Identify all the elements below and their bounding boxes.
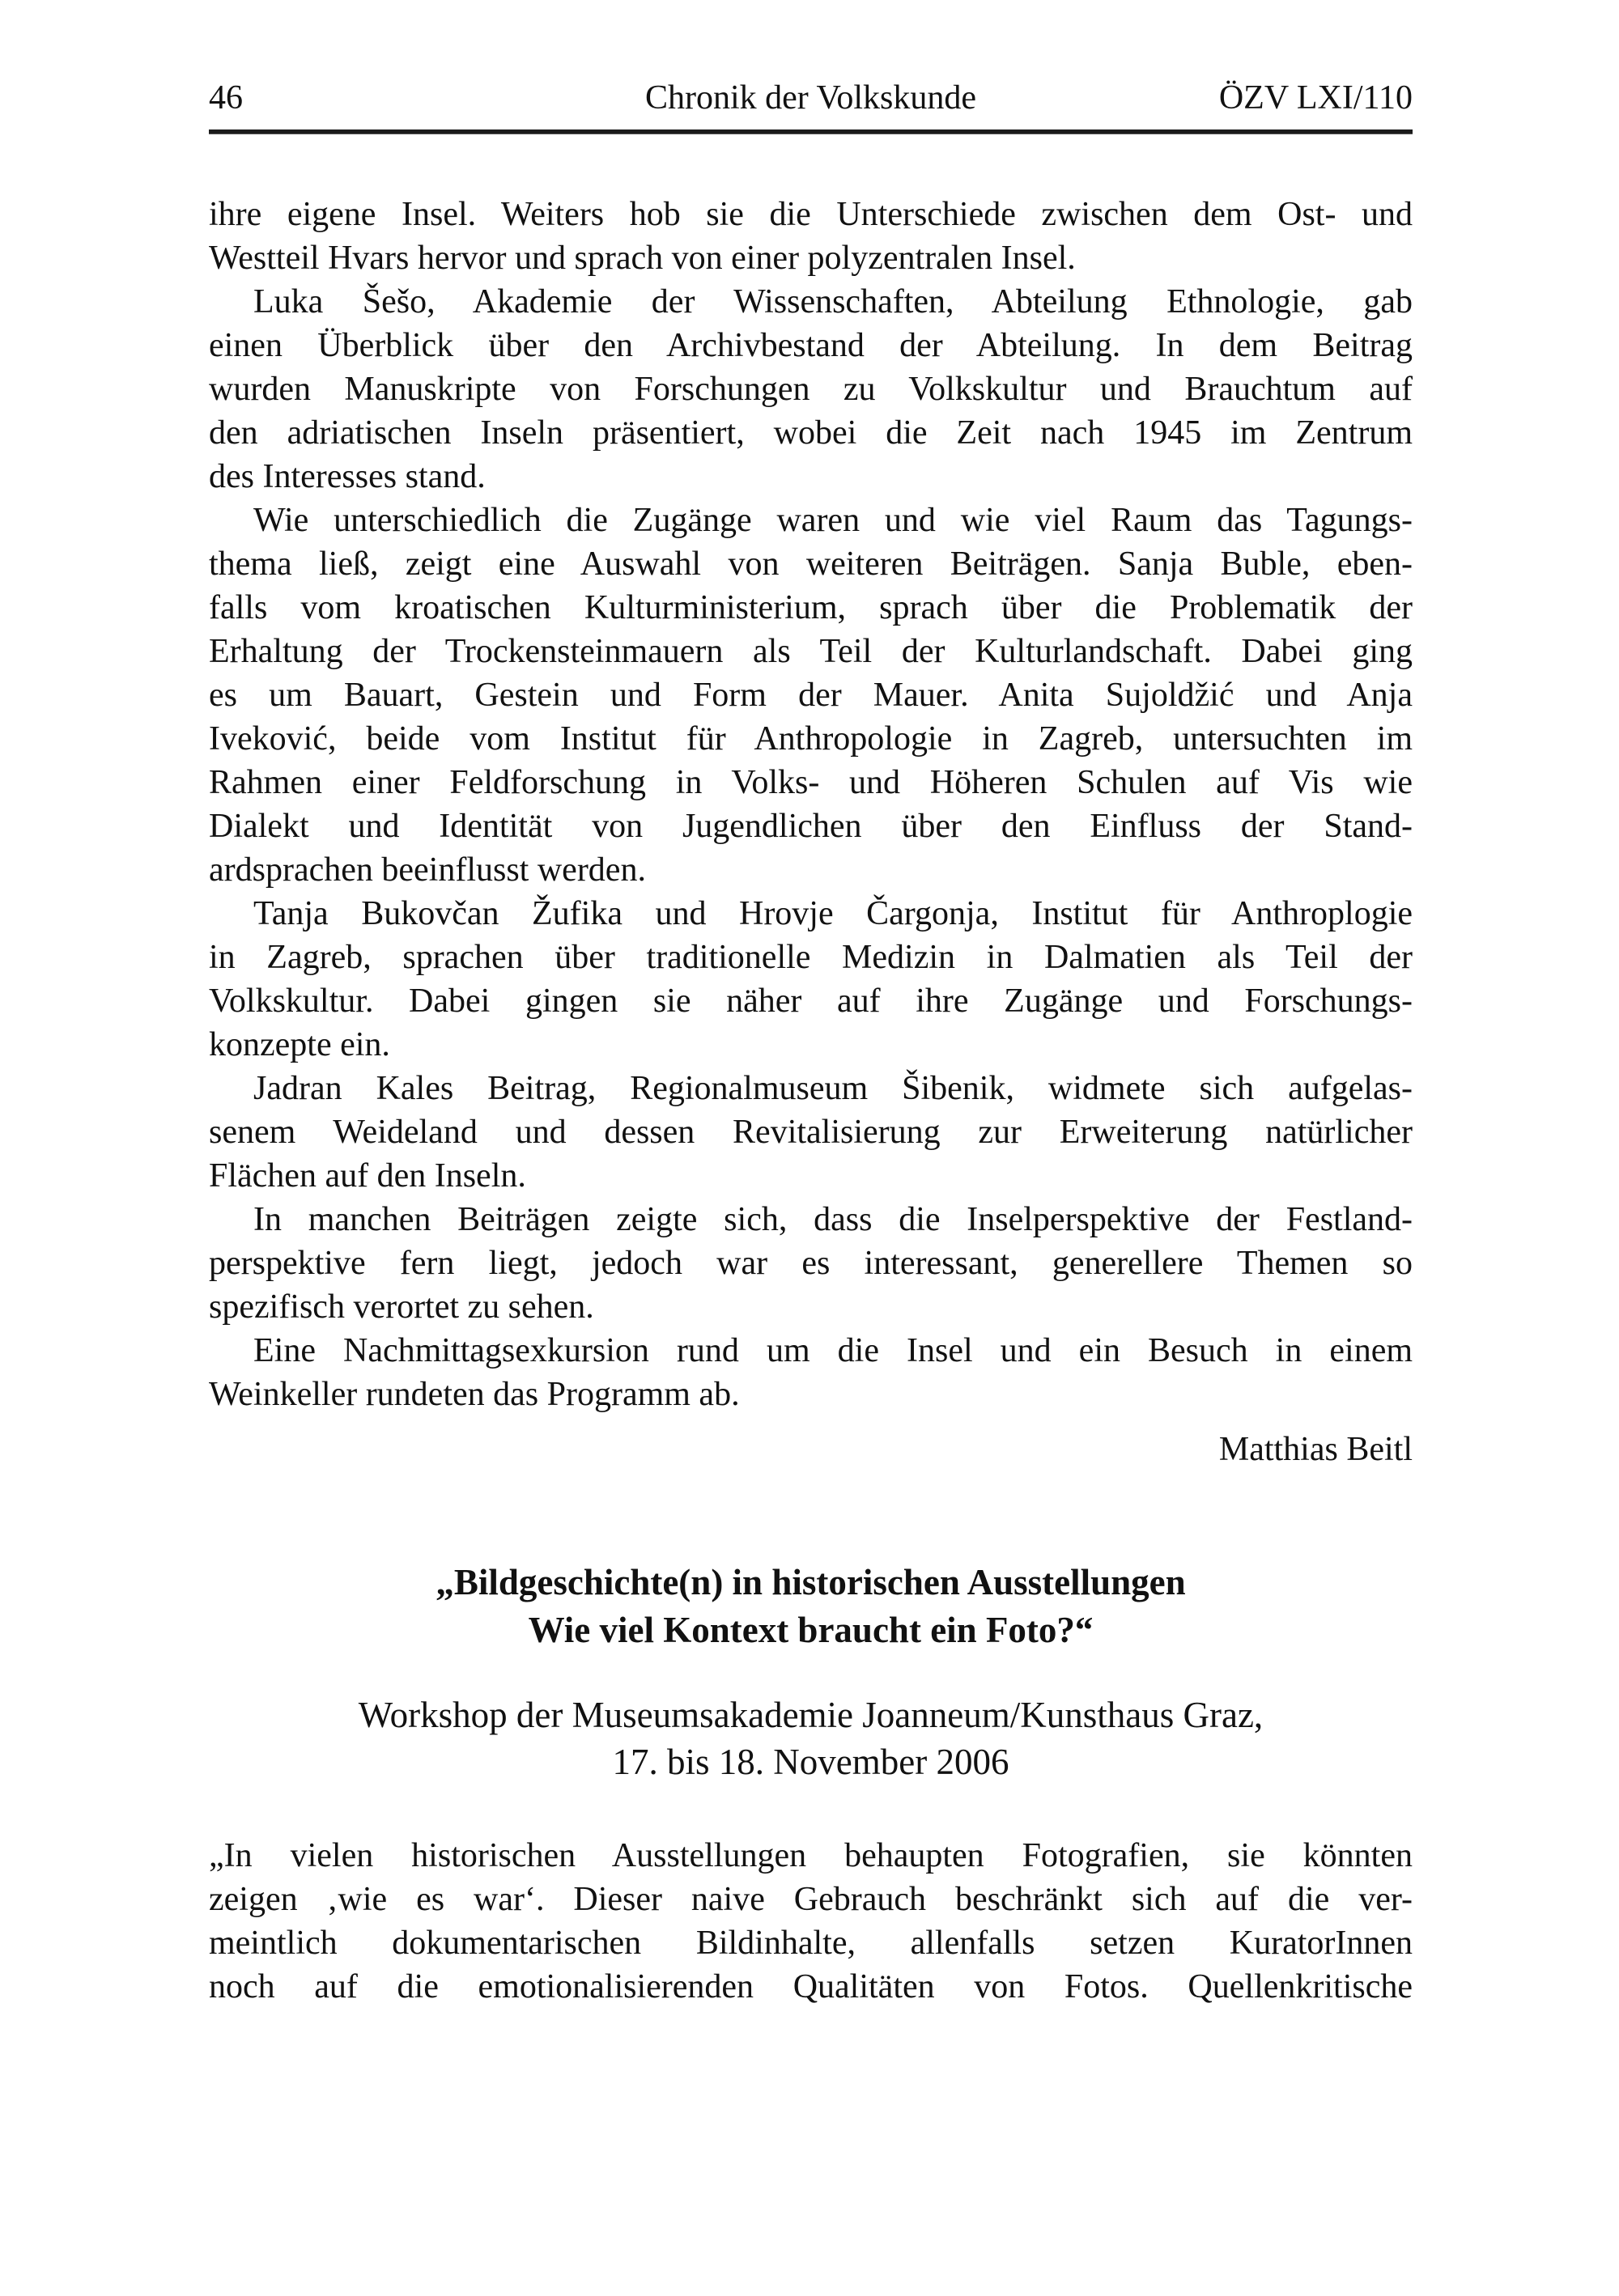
text-line: ardsprachen beeinflusst werden. <box>209 851 646 889</box>
text-line: ihre eigene Insel. Weiters hob sie die Unterschiede zwischen dem Ost- und <box>209 196 1413 233</box>
article2-title-line-2: Wie viel Kontext braucht ein Foto?“ <box>528 1610 1094 1650</box>
text-line: noch auf die emotionalisierenden Qualitäten von Fotos. Quellenkritische <box>209 1968 1413 2005</box>
page-number: 46 <box>209 79 243 117</box>
text-line: Dialekt und Identität von Jugendlichen über den Einfluss der Stand- <box>209 808 1413 845</box>
article2-body <box>209 1834 1413 2009</box>
article2-subtitle-line-1: Workshop der Museumsakademie Joanneum/Kunsthaus Graz, <box>358 1695 1264 1735</box>
text-line: Tanja Bukovčan Žufika und Hrovje Čargonja, Institut für Anthroplogie <box>253 895 1413 932</box>
paragraph <box>209 1067 1413 1198</box>
text-line: Iveković, beide vom Institut für Anthropologie in Zagreb, untersuchten im <box>209 720 1413 758</box>
running-title: Chronik der Volkskunde <box>644 79 977 117</box>
paragraph <box>209 1198 1413 1329</box>
text-line: thema ließ, zeigt eine Auswahl von weiteren Beiträgen. Sanja Buble, eben- <box>209 545 1413 583</box>
text-line: in Zagreb, sprachen über traditionelle Medizin in Dalmatien als Teil der <box>209 939 1413 976</box>
text-line: Westteil Hvars hervor und sprach von einer polyzentralen Insel. <box>209 240 1076 277</box>
text-block <box>209 0 1413 2009</box>
paragraph <box>209 499 1413 892</box>
text-line: es um Bauart, Gestein und Form der Mauer. Anita Sujoldžić und Anja <box>209 677 1413 714</box>
article2-subtitle <box>209 1691 1413 1785</box>
journal-reference: ÖZV LXI/110 <box>1218 79 1413 117</box>
paragraph <box>209 280 1413 499</box>
text-line: „In vielen historischen Ausstellungen behaupten Fotografien, sie könnten <box>209 1837 1413 1874</box>
paragraph <box>209 1329 1413 1416</box>
text-line: falls vom kroatischen Kulturministerium, sprach über die Problematik der <box>209 589 1413 626</box>
text-line: wurden Manuskripte von Forschungen zu Volkskultur und Brauchtum auf <box>209 371 1413 408</box>
text-line: Eine Nachmittagsexkursion rund um die Insel und ein Besuch in einem <box>253 1332 1413 1369</box>
text-line: Wie unterschiedlich die Zugänge waren und wie viel Raum das Tagungs- <box>253 502 1413 539</box>
text-line: senem Weideland und dessen Revitalisierung zur Erweiterung natürlicher <box>209 1114 1413 1151</box>
text-line: zeigen ‚wie es war‘. Dieser naive Gebrauch beschränkt sich auf die ver- <box>209 1881 1413 1918</box>
text-line: perspektive fern liegt, jedoch war es interessant, generellere Themen so <box>209 1245 1413 1282</box>
text-line: Jadran Kales Beitrag, Regionalmuseum Šibenik, widmete sich aufgelas- <box>253 1070 1413 1107</box>
article2-title <box>209 1559 1413 1654</box>
text-line: Luka Šešo, Akademie der Wissenschaften, Abteilung Ethnologie, gab <box>253 283 1413 320</box>
header-rule <box>209 129 1413 134</box>
text-line: einen Überblick über den Archivbestand der Abteilung. In dem Beitrag <box>209 327 1413 364</box>
paragraph <box>209 892 1413 1067</box>
text-line: Weinkeller rundeten das Programm ab. <box>209 1376 740 1413</box>
text-line: Volkskultur. Dabei gingen sie näher auf ihre Zugänge und Forschungs- <box>209 982 1413 1020</box>
page-header <box>209 0 1413 118</box>
text-line: konzepte ein. <box>209 1026 390 1063</box>
article1-body <box>209 193 1413 1416</box>
text-line: den adriatischen Inseln präsentiert, wobei die Zeit nach 1945 im Zentrum <box>209 414 1413 452</box>
text-line: des Interesses stand. <box>209 458 486 495</box>
paragraph <box>209 1834 1413 2009</box>
paragraph <box>209 193 1413 280</box>
text-line: Erhaltung der Trockensteinmauern als Teil der Kulturlandschaft. Dabei ging <box>209 633 1413 670</box>
author-signature: Matthias Beitl <box>1218 1431 1413 1468</box>
text-line: Rahmen einer Feldforschung in Volks- und Höheren Schulen auf Vis wie <box>209 764 1413 801</box>
text-line: meintlich dokumentarischen Bildinhalte, allenfalls setzen KuratorInnen <box>209 1925 1413 1962</box>
article2-subtitle-line-2: 17. bis 18. November 2006 <box>612 1742 1009 1782</box>
text-line: In manchen Beiträgen zeigte sich, dass die Inselperspektive der Festland- <box>253 1201 1413 1238</box>
text-line: Flächen auf den Inseln. <box>209 1157 526 1195</box>
text-line: spezifisch verortet zu sehen. <box>209 1288 594 1326</box>
article2-title-line-1: „Bildgeschichte(n) in historischen Ausstellungen <box>436 1562 1186 1602</box>
